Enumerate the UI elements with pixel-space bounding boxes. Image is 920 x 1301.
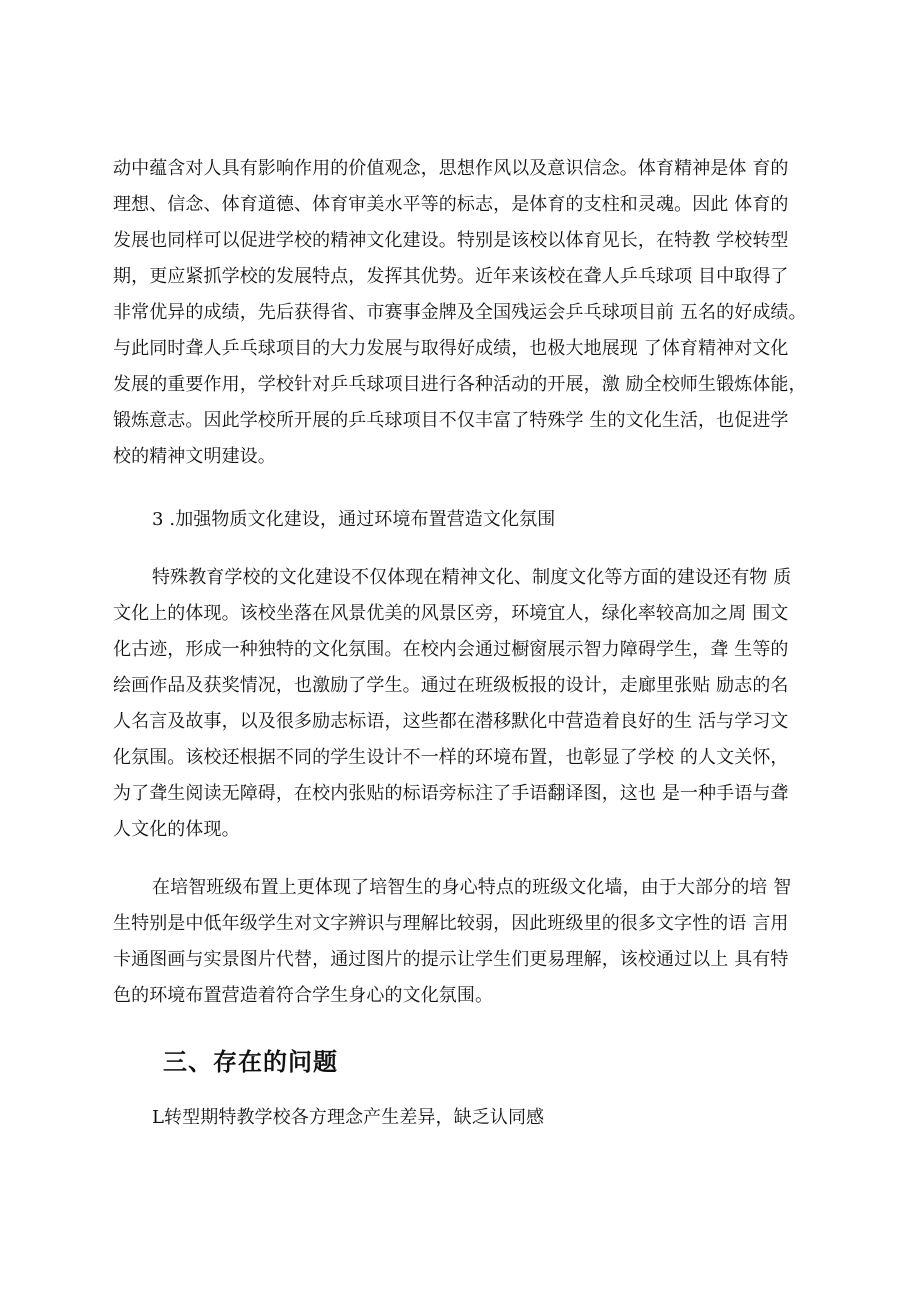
paragraph-3-line-4: 色的环境布置营造着符合学生身心的文化氛围。 (113, 985, 494, 1006)
paragraph-2-line-3: 化古迹，形成一种独特的文化氛围。在校内会通过橱窗展示智力障碍学生，聋 生等的 (113, 639, 789, 660)
paragraph-2-line-5: 人名言及故事，以及很多励志标语，这些都在潜移默化中营造着良好的生 活与学习文 (113, 711, 789, 732)
subheading-3: 3 .加强物质文化建设，通过环境布置营造文化氛围 (152, 509, 556, 530)
paragraph-1-line-2: 理想、信念、体育道德、体育审美水平等的标志，是体育的支柱和灵魂。因此 体育的 (113, 194, 789, 215)
paragraph-2-line-7: 为了聋生阅读无障碍，在校内张贴的标语旁标注了手语翻译图，这也 是一种手语与聋 (113, 783, 789, 804)
paragraph-1-line-1: 动中蕴含对人具有影响作用的价值观念，思想作风以及意识信念。体育精神是体 育的 (113, 158, 789, 179)
paragraph-1-line-7: 发展的重要作用，学校针对乒乓球项目进行各种活动的开展，激 励全校师生锻炼体能， (113, 374, 807, 395)
section-heading-problems: 三、存在的问题 (163, 1047, 338, 1076)
paragraph-2-line-4: 绘画作品及获奖情况，也激励了学生。通过在班级板报的设计，走廊里张贴 励志的名 (113, 675, 789, 696)
paragraph-2-line-1: 特殊教育学校的文化建设不仅体现在精神文化、制度文化等方面的建设还有物 质 (152, 567, 792, 588)
paragraph-1-line-4: 期，更应紧抓学校的发展特点，发挥其优势。近年来该校在聋人乒乓球项 目中取得了 (113, 266, 789, 287)
paragraph-1-line-8: 锻炼意志。因此学校所开展的乒乓球项目不仅丰富了特殊学 生的文化生活，也促进学 (113, 410, 789, 431)
paragraph-2-line-6: 化氛围。该校还根据不同的学生设计不一样的环境布置，也彰显了学校 的人文关怀， (113, 747, 789, 768)
paragraph-3-line-1: 在培智班级布置上更体现了培智生的身心特点的班级文化墙，由于大部分的培 智 (152, 877, 792, 898)
paragraph-2-line-8: 人文化的体现。 (113, 819, 240, 840)
paragraph-1-line-3: 发展也同样可以促进学校的精神文化建设。特别是该校以体育见长，在特教 学校转型 (113, 230, 789, 251)
paragraph-1-line-9: 校的精神文明建设。 (113, 446, 276, 467)
paragraph-3-line-3: 卡通图画与实景图片代替，通过图片的提示让学生们更易理解，该校通过以上 具有特 (113, 949, 789, 970)
subheading-1: L转型期特教学校各方理念产生差异，缺乏认同感 (152, 1107, 545, 1128)
paragraph-2-line-2: 文化上的体现。该校坐落在风景优美的风景区旁，环境宜人，绿化率较高加之周 围文 (113, 603, 789, 624)
paragraph-3-line-2: 生特别是中低年级学生对文字辨识与理解比较弱，因此班级里的很多文字性的语 言用 (113, 913, 789, 934)
paragraph-1-line-5: 非常优异的成绩，先后获得省、市赛事金牌及全国残运会乒乓球项目前 五名的好成绩。 (113, 302, 807, 323)
paragraph-1-line-6: 与此同时聋人乒乓球项目的大力发展与取得好成绩，也极大地展现 了体育精神对文化 (113, 338, 789, 359)
